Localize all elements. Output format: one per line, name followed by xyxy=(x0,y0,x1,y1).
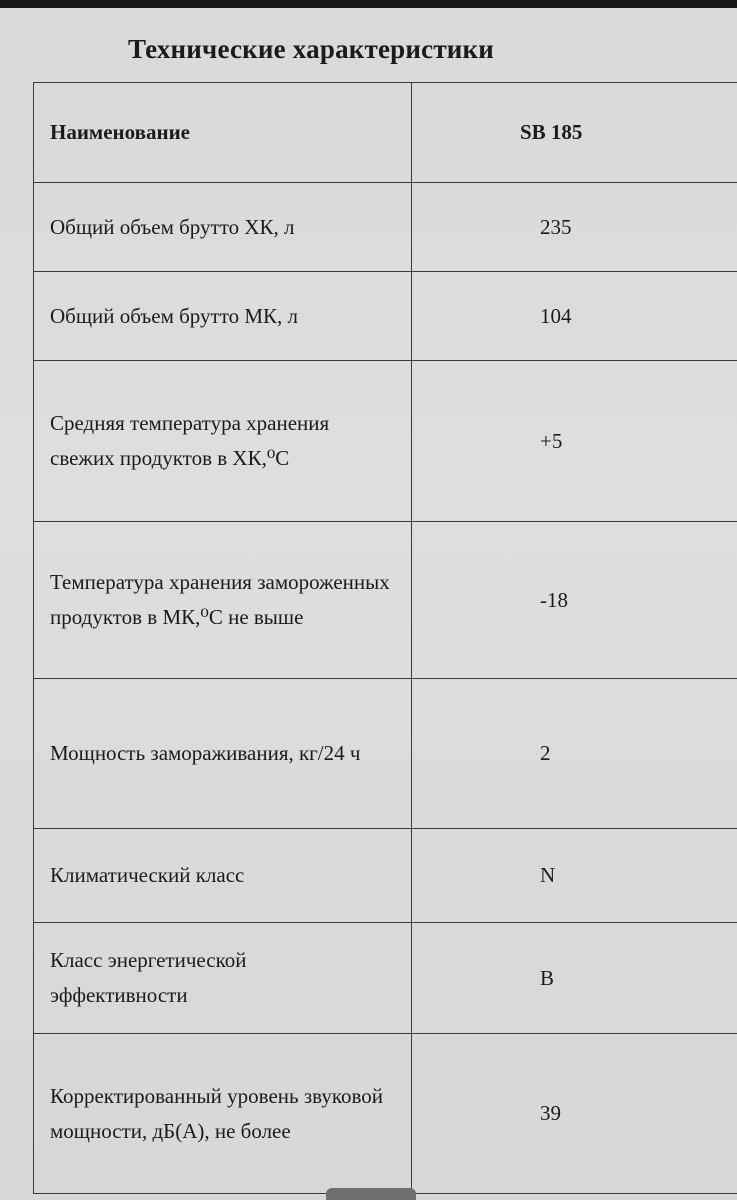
row-name: Климатический класс xyxy=(34,829,412,923)
table-row xyxy=(34,829,737,923)
table-row xyxy=(34,183,737,272)
row-name: Мощность замораживания, кг/24 ч xyxy=(34,679,412,829)
header-name-cell: Наименование xyxy=(34,83,412,183)
row-value: +5 xyxy=(412,361,737,522)
table-row xyxy=(34,1034,737,1194)
row-value: 39 xyxy=(412,1034,737,1194)
table-row xyxy=(34,522,737,679)
home-indicator xyxy=(326,1188,416,1200)
row-name: Средняя температура хранения свежих продуктов в ХК,⁰С xyxy=(34,361,412,522)
row-value: B xyxy=(412,923,737,1034)
row-name: Корректированный уровень звуковой мощности, дБ(А), не более xyxy=(34,1034,412,1194)
specifications-table xyxy=(33,82,737,1194)
row-name: Класс энергетической эффективности xyxy=(34,923,412,1034)
table-row xyxy=(34,679,737,829)
row-value: 235 xyxy=(412,183,737,272)
document-page xyxy=(0,8,737,1200)
row-name: Температура хранения замороженных продуктов в МК,⁰С не выше xyxy=(34,522,412,679)
document-title: Технические характеристики xyxy=(128,34,495,64)
table-header-row xyxy=(34,83,737,183)
table-row xyxy=(34,361,737,522)
row-value: -18 xyxy=(412,522,737,679)
row-value: 104 xyxy=(412,272,737,361)
table-row xyxy=(34,272,737,361)
row-value: 2 xyxy=(412,679,737,829)
row-name: Общий объем брутто ХК, л xyxy=(34,183,412,272)
table-row xyxy=(34,923,737,1034)
row-name: Общий объем брутто МК, л xyxy=(34,272,412,361)
row-value: N xyxy=(412,829,737,923)
header-model-cell: SB 185 xyxy=(412,83,737,183)
